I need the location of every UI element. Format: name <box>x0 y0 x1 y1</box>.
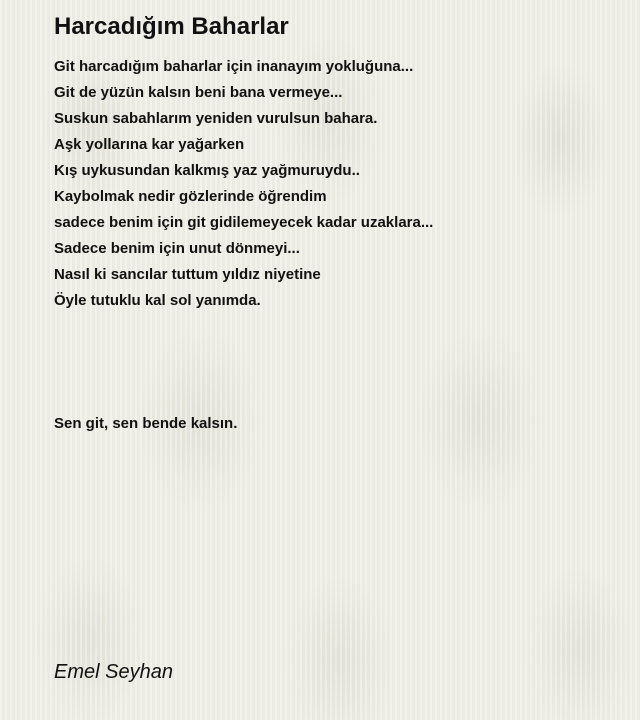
poem-closing-line: Sen git, sen bende kalsın. <box>54 415 238 432</box>
poem-line: Git harcadığım baharlar için inanayım yokluğuna... <box>54 58 414 75</box>
poem-line: Git de yüzün kalsın beni bana vermeye... <box>54 84 343 101</box>
poem-line: Kaybolmak nedir gözlerinde öğrendim <box>54 188 327 205</box>
poem-author: Emel Seyhan <box>54 661 173 683</box>
poem-title: Harcadığım Baharlar <box>54 13 289 40</box>
poem-line: Nasıl ki sancılar tuttum yıldız niyetine <box>54 266 321 283</box>
poem-line: Kış uykusundan kalkmış yaz yağmuruydu.. <box>54 162 360 179</box>
poem-line: Öyle tutuklu kal sol yanımda. <box>54 292 261 309</box>
poem-line: sadece benim için git gidilemeyecek kadar uzaklara... <box>54 214 434 231</box>
poem-stanza <box>54 54 433 314</box>
poem-line: Sadece benim için unut dönmeyi... <box>54 240 300 257</box>
poem-line: Suskun sabahlarım yeniden vurulsun bahara. <box>54 110 378 127</box>
poem-line: Aşk yollarına kar yağarken <box>54 136 245 153</box>
